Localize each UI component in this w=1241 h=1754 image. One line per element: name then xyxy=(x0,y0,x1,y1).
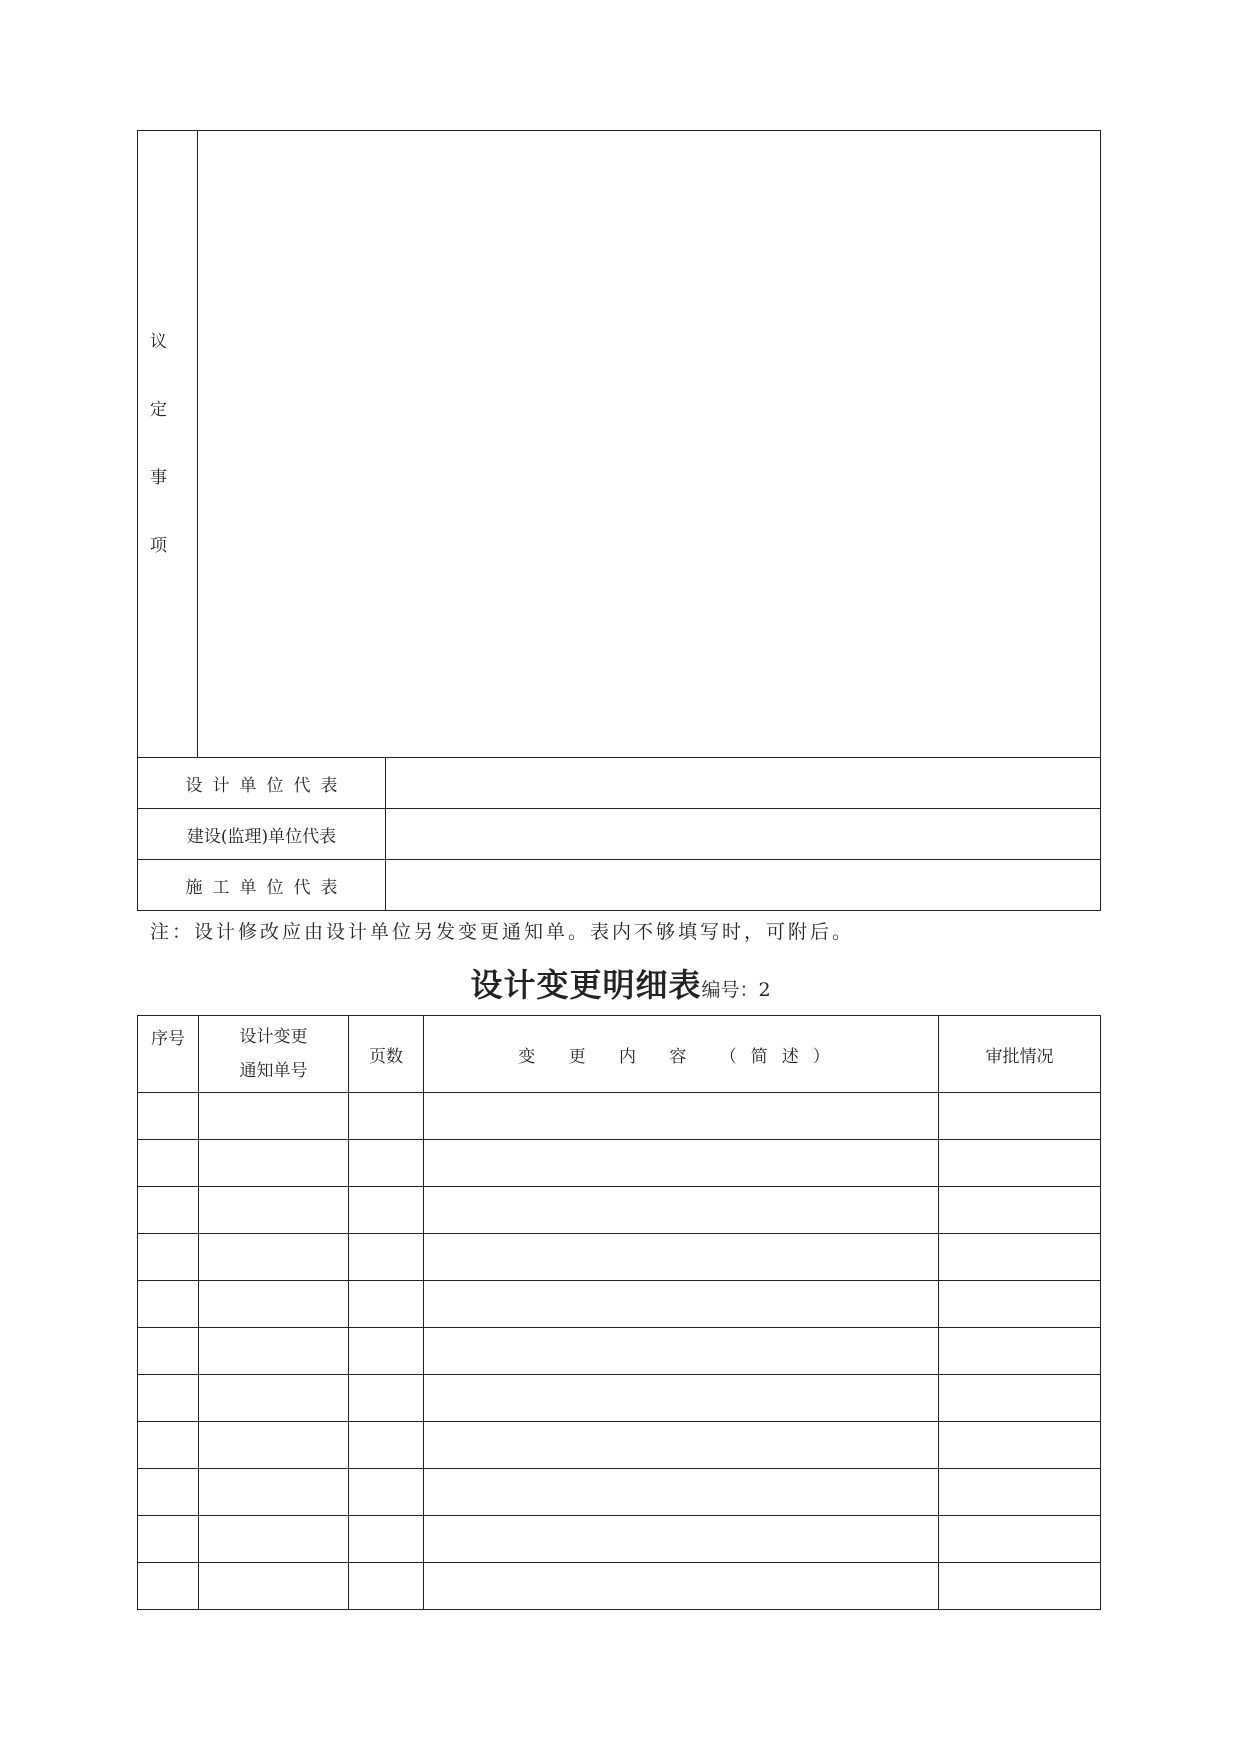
header-change-content: 变 更 内 容 （简述） xyxy=(424,1016,939,1093)
cell-approval[interactable] xyxy=(939,1234,1101,1281)
table-row xyxy=(138,1469,1101,1516)
table-row xyxy=(138,1422,1101,1469)
construction-supervision-rep-field[interactable] xyxy=(386,809,1101,860)
cell-pages[interactable] xyxy=(349,1234,424,1281)
contractor-rep-field[interactable] xyxy=(386,860,1101,911)
cell-pages[interactable] xyxy=(349,1140,424,1187)
contractor-rep-label: 施工单位代表 xyxy=(138,860,386,911)
cell-change-content[interactable] xyxy=(424,1187,939,1234)
cell-notice-no[interactable] xyxy=(199,1516,349,1563)
cell-notice-no[interactable] xyxy=(199,1187,349,1234)
cell-seq[interactable] xyxy=(138,1375,199,1422)
cell-approval[interactable] xyxy=(939,1422,1101,1469)
cell-seq[interactable] xyxy=(138,1422,199,1469)
table-row xyxy=(138,1516,1101,1563)
cell-notice-no[interactable] xyxy=(199,1469,349,1516)
cell-pages[interactable] xyxy=(349,1328,424,1375)
cell-pages[interactable] xyxy=(349,1422,424,1469)
cell-approval[interactable] xyxy=(939,1375,1101,1422)
cell-approval[interactable] xyxy=(939,1187,1101,1234)
cell-seq[interactable] xyxy=(138,1234,199,1281)
cell-change-content[interactable] xyxy=(424,1093,939,1140)
cell-change-content[interactable] xyxy=(424,1281,939,1328)
cell-seq[interactable] xyxy=(138,1516,199,1563)
cell-approval[interactable] xyxy=(939,1140,1101,1187)
cell-seq[interactable] xyxy=(138,1140,199,1187)
table-row xyxy=(138,1281,1101,1328)
cell-seq[interactable] xyxy=(138,1093,199,1140)
detail-table-heading xyxy=(0,960,1241,1006)
cell-change-content[interactable] xyxy=(424,1375,939,1422)
cell-change-content[interactable] xyxy=(424,1563,939,1610)
design-change-detail-table xyxy=(137,1015,1101,1610)
decided-items-label-char: 定 xyxy=(150,400,167,420)
cell-pages[interactable] xyxy=(349,1281,424,1328)
cell-notice-no[interactable] xyxy=(199,1140,349,1187)
table-row xyxy=(138,1563,1101,1610)
decided-items-label-char: 议 xyxy=(150,332,167,352)
decided-items-content-cell[interactable] xyxy=(198,131,1101,758)
cell-notice-no[interactable] xyxy=(199,1234,349,1281)
cell-change-content[interactable] xyxy=(424,1516,939,1563)
cell-change-content[interactable] xyxy=(424,1422,939,1469)
cell-notice-no[interactable] xyxy=(199,1375,349,1422)
table-row xyxy=(138,1140,1101,1187)
detail-table-title: 设计变更明细表 xyxy=(470,966,702,1004)
cell-notice-no[interactable] xyxy=(199,1281,349,1328)
cell-pages[interactable] xyxy=(349,1563,424,1610)
cell-pages[interactable] xyxy=(349,1187,424,1234)
header-seq: 序号 xyxy=(138,1016,199,1093)
cell-approval[interactable] xyxy=(939,1281,1101,1328)
cell-approval[interactable] xyxy=(939,1563,1101,1610)
cell-pages[interactable] xyxy=(349,1469,424,1516)
detail-table-body xyxy=(138,1093,1101,1610)
cell-seq[interactable] xyxy=(138,1328,199,1375)
table-row xyxy=(138,1375,1101,1422)
cell-notice-no[interactable] xyxy=(199,1328,349,1375)
cell-pages[interactable] xyxy=(349,1093,424,1140)
decided-items-table xyxy=(137,130,1101,911)
cell-seq[interactable] xyxy=(138,1281,199,1328)
cell-seq[interactable] xyxy=(138,1187,199,1234)
cell-notice-no[interactable] xyxy=(199,1563,349,1610)
form-note: 注：设计修改应由设计单位另发变更通知单。表内不够填写时，可附后。 xyxy=(150,921,855,943)
cell-approval[interactable] xyxy=(939,1469,1101,1516)
cell-approval[interactable] xyxy=(939,1093,1101,1140)
cell-notice-no[interactable] xyxy=(199,1422,349,1469)
cell-seq[interactable] xyxy=(138,1563,199,1610)
decided-items-label-cell xyxy=(138,131,198,758)
construction-supervision-rep-label: 建设(监理)单位代表 xyxy=(138,809,386,860)
design-unit-rep-field[interactable] xyxy=(386,758,1101,809)
header-pages: 页数 xyxy=(349,1016,424,1093)
header-notice-no: 设计变更 通知单号 xyxy=(199,1016,349,1093)
cell-seq[interactable] xyxy=(138,1469,199,1516)
cell-approval[interactable] xyxy=(939,1516,1101,1563)
header-approval: 审批情况 xyxy=(939,1016,1101,1093)
table-row xyxy=(138,1328,1101,1375)
cell-approval[interactable] xyxy=(939,1328,1101,1375)
cell-change-content[interactable] xyxy=(424,1469,939,1516)
table-row xyxy=(138,1234,1101,1281)
table-row xyxy=(138,1187,1101,1234)
detail-table-code: 编号：2 xyxy=(701,979,771,1001)
cell-pages[interactable] xyxy=(349,1375,424,1422)
decided-items-label-char: 事 xyxy=(150,468,167,488)
cell-pages[interactable] xyxy=(349,1516,424,1563)
cell-change-content[interactable] xyxy=(424,1234,939,1281)
cell-notice-no[interactable] xyxy=(199,1093,349,1140)
cell-change-content[interactable] xyxy=(424,1328,939,1375)
decided-items-label-char: 项 xyxy=(150,536,167,556)
cell-change-content[interactable] xyxy=(424,1140,939,1187)
table-row xyxy=(138,1093,1101,1140)
design-unit-rep-label: 设计单位代表 xyxy=(138,758,386,809)
